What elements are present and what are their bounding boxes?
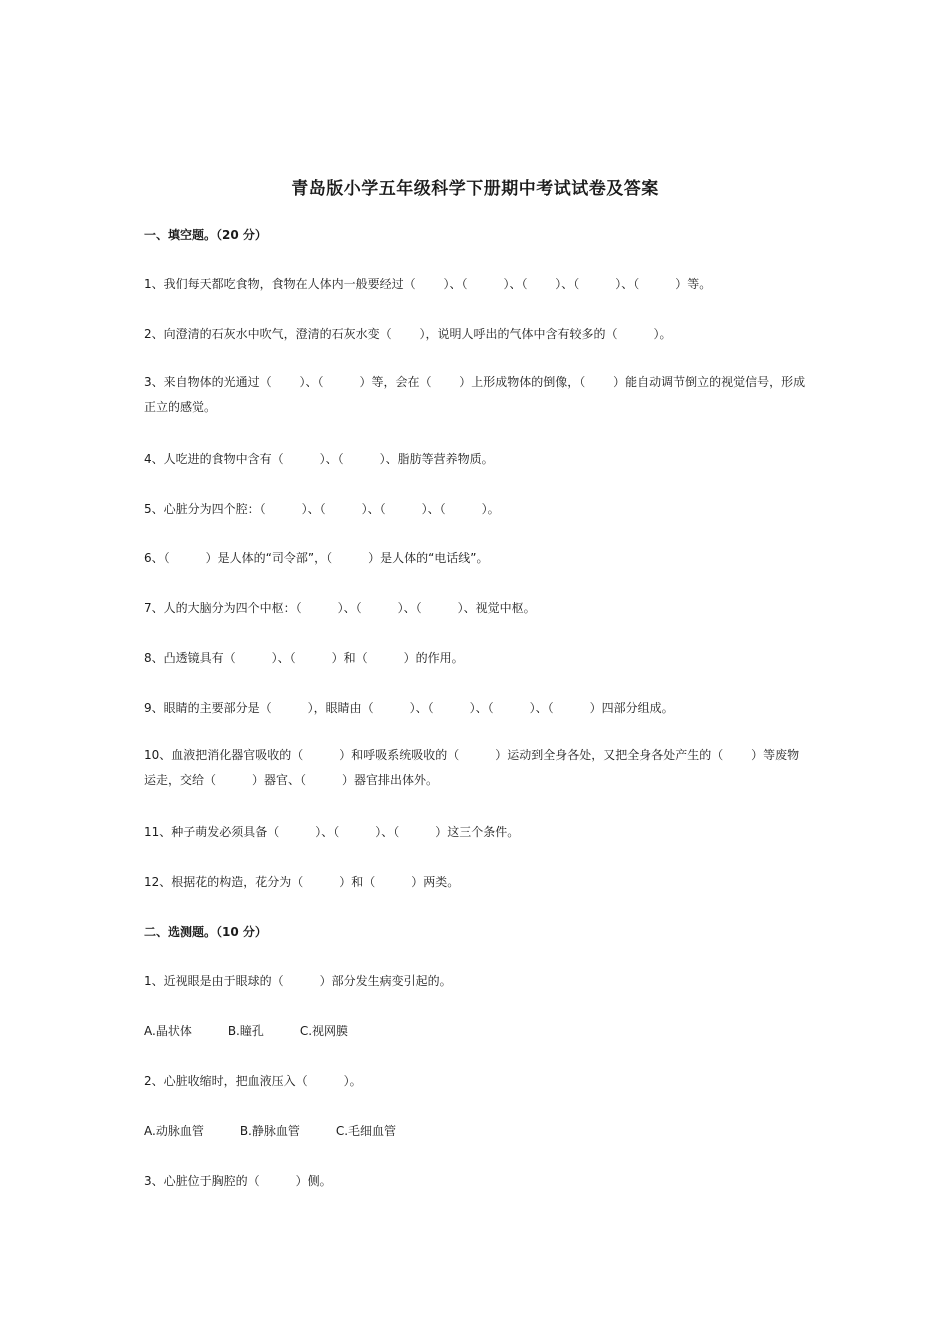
question-1-10: 10、血液把消化器官吸收的（ ）和呼吸系统吸收的（ ）运动到全身各处，又把全身各处产生的（ ）等废物运走，交给（ ）器官、（ ）器官排出体外。: [144, 748, 800, 787]
question-1-4: 4、人吃进的食物中含有（ ）、（ ）、脂肪等营养物质。: [144, 452, 494, 466]
section-heading-multiple-choice: 二、选测题。（10 分）: [144, 925, 267, 939]
page-title: 青岛版小学五年级科学下册期中考试试卷及答案: [291, 179, 659, 199]
question-2-2-options: A.动脉血管 B.静脉血管 C.毛细血管: [144, 1124, 397, 1138]
question-1-2: 2、向澄清的石灰水中吹气，澄清的石灰水变（ ），说明人呼出的气体中含有较多的（ ）。: [144, 327, 672, 341]
question-2-1-options: A.晶状体 B.瞳孔 C.视网膜: [144, 1024, 349, 1038]
question-2-1: 1、近视眼是由于眼球的（ ）部分发生病变引起的。: [144, 974, 452, 988]
question-1-12: 12、根据花的构造，花分为（ ）和（ ）两类。: [144, 875, 460, 889]
question-1-11: 11、种子萌发必须具备（ ）、（ ）、（ ）这三个条件。: [144, 825, 520, 839]
question-2-3: 3、心脏位于胸腔的（ ）侧。: [144, 1174, 332, 1188]
question-1-7: 7、人的大脑分为四个中枢：（ ）、（ ）、（ ）、视觉中枢。: [144, 601, 536, 615]
question-1-5: 5、心脏分为四个腔：（ ）、（ ）、（ ）、（ ）。: [144, 502, 500, 516]
section-heading-fill-in: 一、填空题。（20 分）: [144, 228, 267, 242]
question-1-3: 3、来自物体的光通过（ ）、（ ）等，会在（ ）上形成物体的倒像，（ ）能自动调节倒立的视觉信号，形成正立的感觉。: [144, 375, 806, 414]
question-1-6: 6、（ ）是人体的“司令部”，（ ）是人体的“电话线”。: [144, 551, 489, 565]
question-1-9: 9、眼睛的主要部分是（ ），眼睛由（ ）、（ ）、（ ）、（ ）四部分组成。: [144, 701, 674, 715]
question-1-8: 8、凸透镜具有（ ）、（ ）和（ ）的作用。: [144, 651, 464, 665]
question-2-2: 2、心脏收缩时，把血液压入（ ）。: [144, 1074, 362, 1088]
question-1-1: 1、我们每天都吃食物，食物在人体内一般要经过（ ）、（ ）、（ ）、（ ）、（ ）等。: [144, 277, 712, 291]
